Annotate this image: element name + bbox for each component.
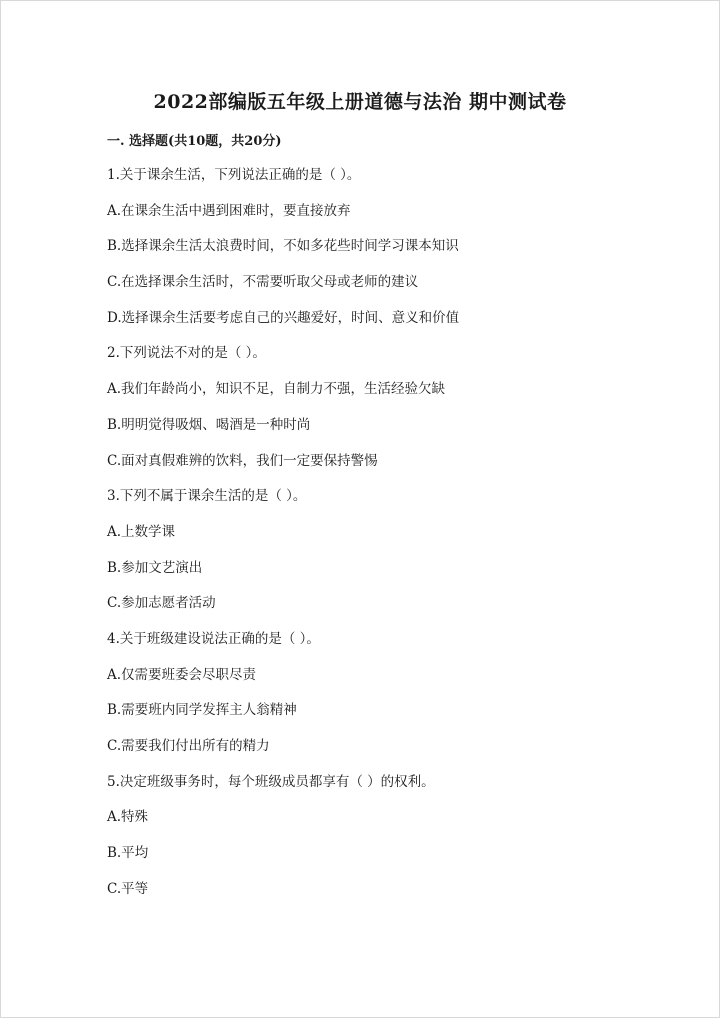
answer-option: D.选择课余生活要考虑自己的兴趣爱好，时间、意义和价值 bbox=[107, 309, 460, 326]
question-stem: 1.关于课余生活，下列说法正确的是（ ）。 bbox=[107, 167, 361, 183]
answer-option: C.面对真假难辨的饮料，我们一定要保持警惕 bbox=[107, 452, 378, 469]
answer-option: A.在课余生活中遇到困难时，要直接放弃 bbox=[107, 202, 351, 219]
answer-option: C.在选择课余生活时，不需要听取父母或老师的建议 bbox=[107, 274, 419, 291]
section-heading: 一. 选择题(共10题，共20分) bbox=[107, 134, 282, 149]
answer-option: A.上数学课 bbox=[107, 523, 176, 540]
answer-option: B.平均 bbox=[107, 845, 149, 862]
answer-option: B.参加文艺演出 bbox=[107, 559, 203, 576]
question-stem: 3.下列不属于课余生活的是（ ）。 bbox=[107, 488, 307, 505]
question-stem: 5.决定班级事务时，每个班级成员都享有（ ）的权利。 bbox=[107, 773, 435, 790]
answer-option: B.需要班内同学发挥主人翁精神 bbox=[107, 702, 297, 719]
answer-option: C.平等 bbox=[107, 880, 149, 897]
question-list bbox=[107, 165, 667, 914]
answer-option: B.明明觉得吸烟、喝酒是一种时尚 bbox=[107, 416, 311, 433]
answer-option: A.特殊 bbox=[107, 809, 149, 826]
question-stem: 4.关于班级建设说法正确的是（ ）。 bbox=[107, 630, 320, 647]
page-title: 2022部编版五年级上册道德与法治 期中测试卷 bbox=[153, 91, 567, 113]
answer-option: C.需要我们付出所有的精力 bbox=[107, 738, 270, 754]
answer-option: A.仅需要班委会尽职尽责 bbox=[107, 666, 257, 683]
question-stem: 2.下列说法不对的是（ ）。 bbox=[107, 345, 266, 362]
answer-option: B.选择课余生活太浪费时间，不如多花些时间学习课本知识 bbox=[107, 238, 459, 255]
answer-option: A.我们年龄尚小，知识不足，自制力不强，生活经验欠缺 bbox=[107, 381, 446, 398]
exam-paper bbox=[107, 86, 667, 914]
answer-option: C.参加志愿者活动 bbox=[107, 595, 216, 612]
